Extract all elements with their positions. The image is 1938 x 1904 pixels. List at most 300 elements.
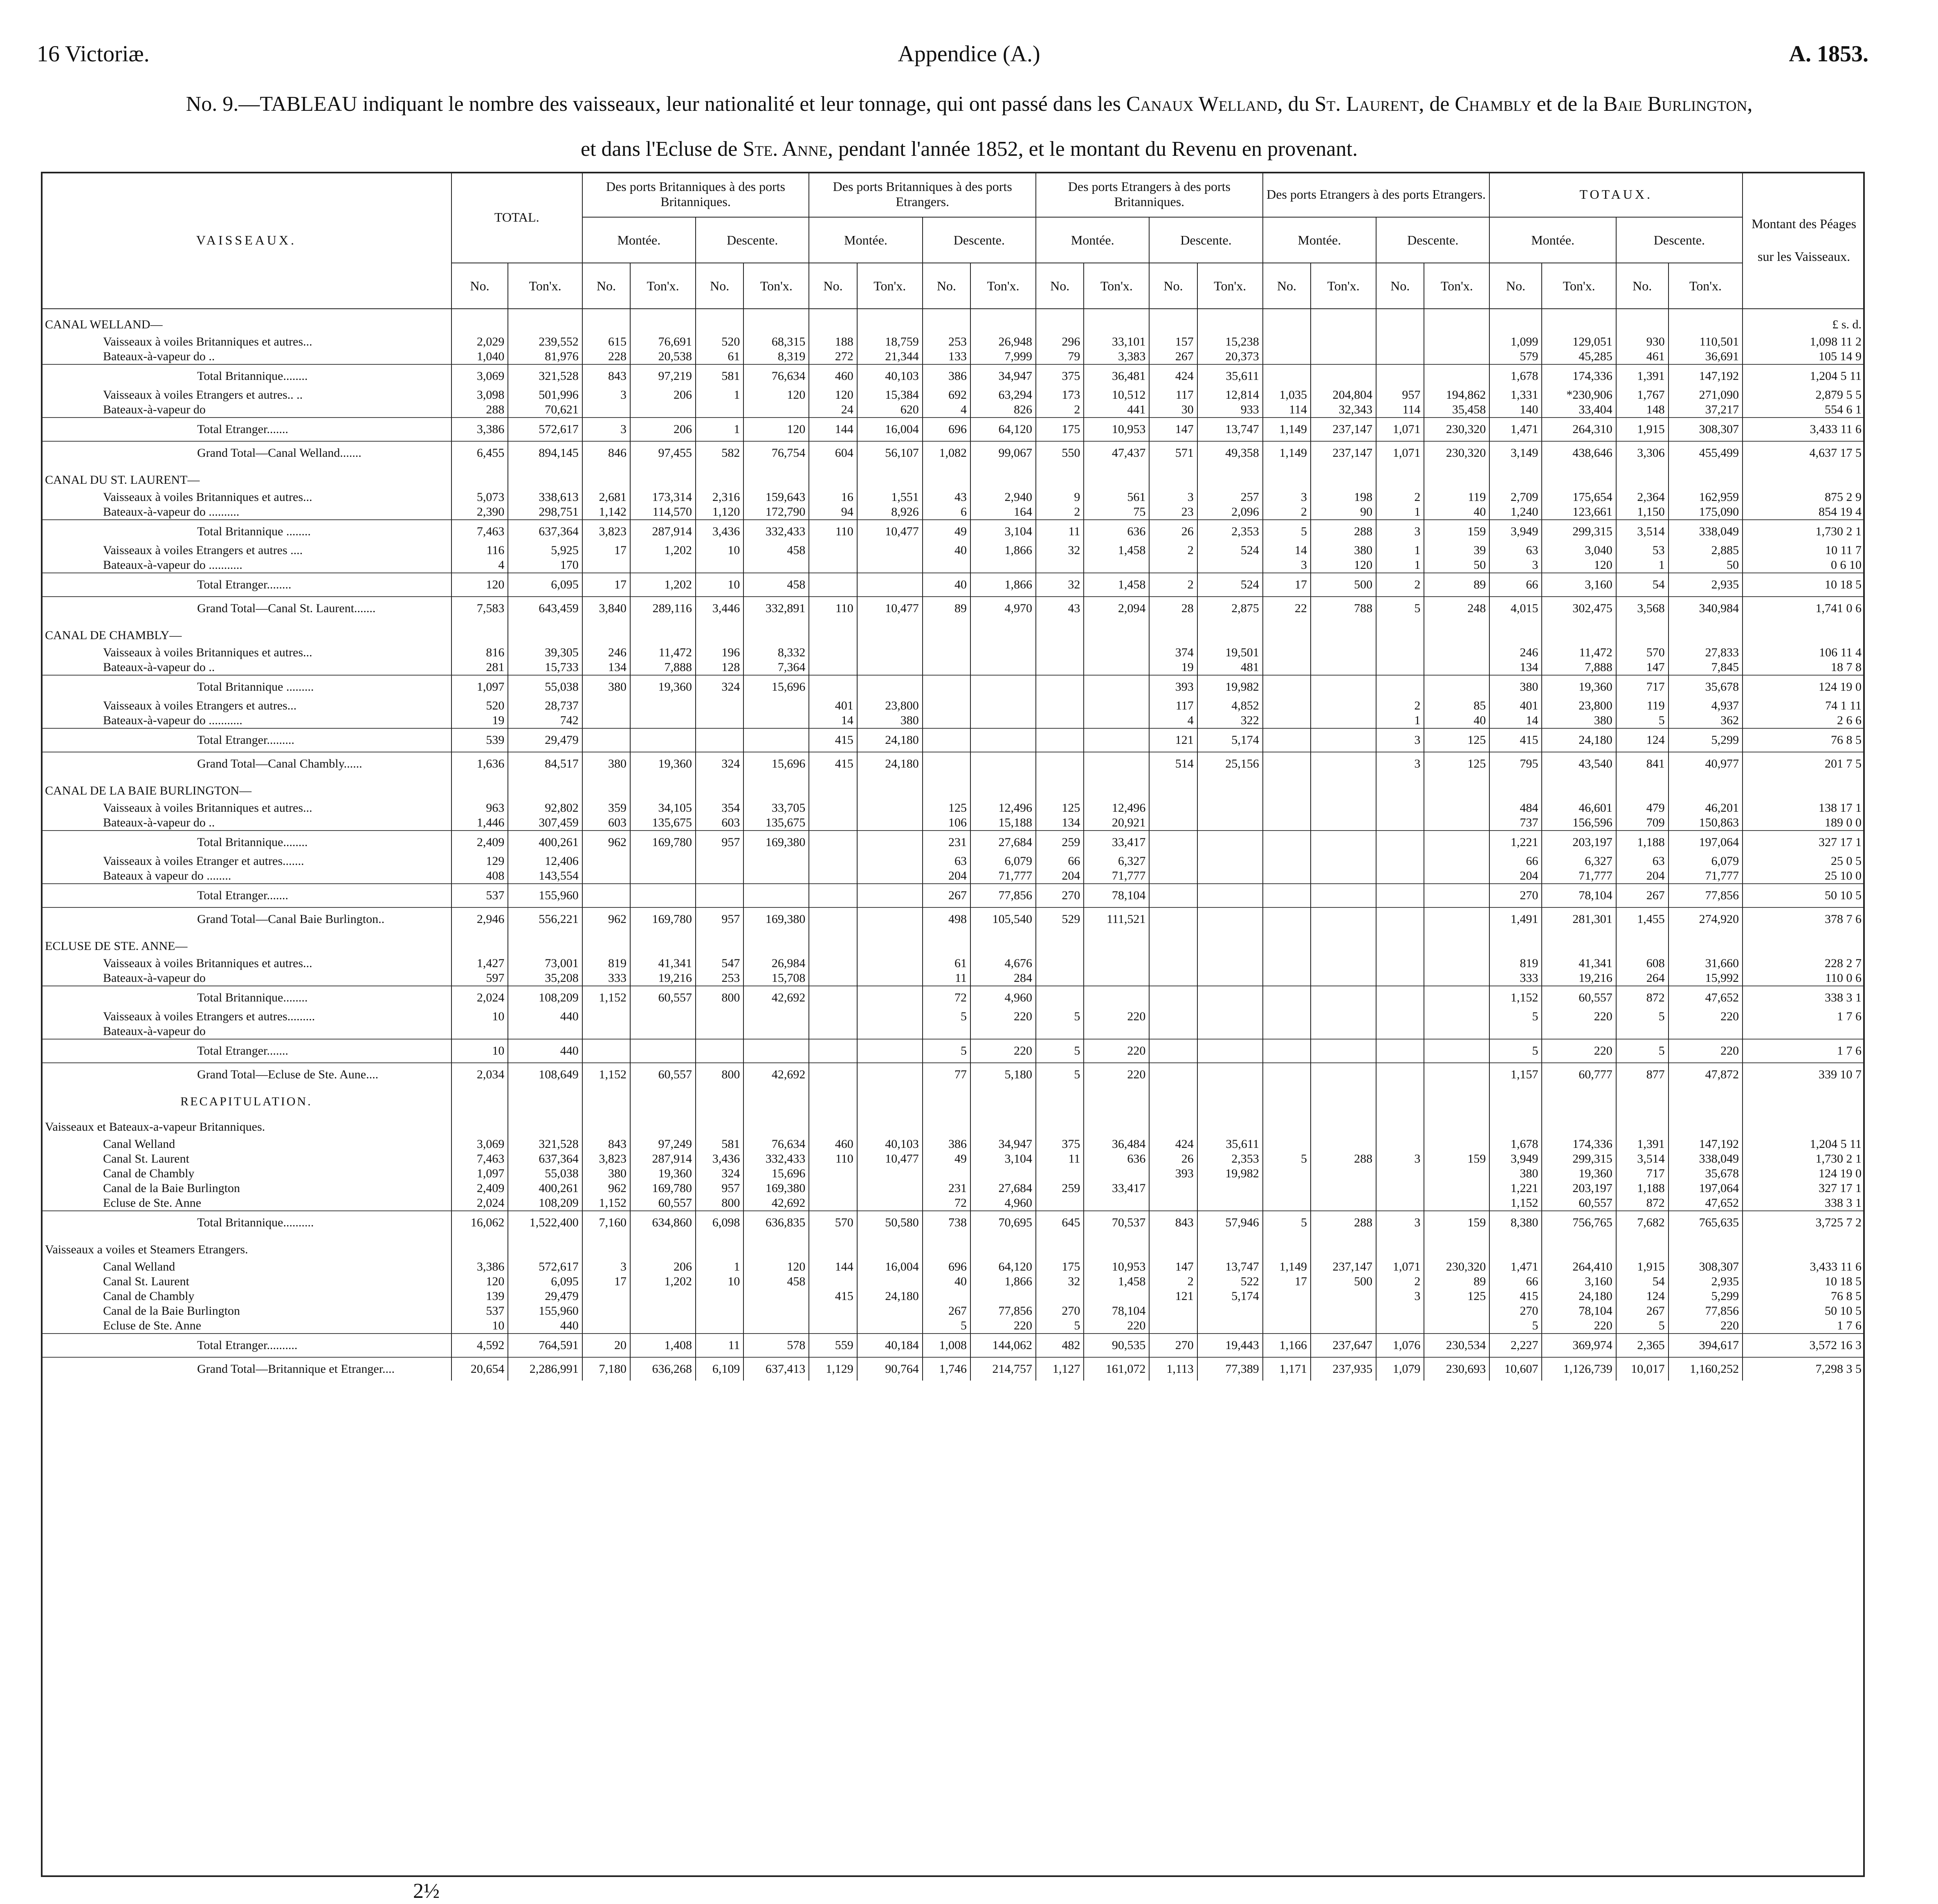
value-cell (1263, 1039, 1311, 1063)
value-cell: 220 (1542, 1039, 1616, 1063)
empty-cell (743, 931, 809, 956)
value-cell: 2,286,991 (508, 1357, 582, 1381)
empty-cell (1669, 1234, 1743, 1260)
value-cell: 1,152 (582, 1196, 630, 1211)
value-cell (1263, 698, 1311, 713)
value-cell (1311, 728, 1376, 752)
value-cell (1311, 675, 1376, 698)
table-row (41, 1086, 1865, 1111)
empty-cell (1424, 1086, 1489, 1111)
row-label: Bateaux-à-vapeur do ........... (41, 558, 451, 573)
value-cell: 50 (1669, 558, 1743, 573)
empty-cell (1489, 309, 1542, 335)
value-cell (1376, 971, 1424, 986)
value-cell: 288 (451, 402, 508, 418)
empty-cell (1743, 1234, 1865, 1260)
value-cell: 78,104 (1084, 1304, 1149, 1318)
value-cell (1424, 349, 1489, 364)
value-cell: 8,332 (743, 645, 809, 660)
value-cell: 717 (1616, 675, 1669, 698)
value-cell: 90,764 (857, 1357, 923, 1381)
value-cell: 3,149 (1489, 441, 1542, 465)
value-cell (1263, 1063, 1311, 1086)
row-label: Vaisseaux à voiles Etrangers et autres... (41, 698, 451, 713)
empty-cell (1311, 1086, 1376, 1111)
value-cell: 957 (696, 1181, 743, 1196)
value-cell (809, 815, 857, 831)
value-cell (743, 884, 809, 907)
value-cell: 237,147 (1311, 418, 1376, 441)
value-cell: 144 (809, 1260, 857, 1274)
value-cell (1197, 1024, 1263, 1039)
value-cell: 50,580 (857, 1211, 923, 1234)
empty-cell (630, 1086, 696, 1111)
empty-cell (1311, 1234, 1376, 1260)
value-cell (809, 1181, 857, 1196)
value-cell: 125 (1424, 1289, 1489, 1304)
empty-cell (1542, 1086, 1616, 1111)
value-cell: 1,458 (1084, 573, 1149, 597)
value-cell: 3,823 (582, 1152, 630, 1166)
value-cell: 40,103 (857, 1137, 923, 1152)
table-row (41, 1234, 1865, 1260)
value-cell (809, 986, 857, 1009)
value-cell (1197, 558, 1263, 573)
value-cell (1424, 956, 1489, 971)
value-cell (1084, 698, 1149, 713)
value-cell (696, 1024, 743, 1039)
value-cell: 380 (1542, 713, 1616, 728)
value-cell: 19,360 (630, 1166, 696, 1181)
value-cell: 1,129 (809, 1357, 857, 1381)
value-cell: 17 (582, 543, 630, 558)
empty-cell (1376, 620, 1424, 645)
value-cell: 43,540 (1542, 752, 1616, 775)
value-cell (857, 1039, 923, 1063)
value-cell: 7,364 (743, 660, 809, 675)
section-heading: ECLUSE DE STE. ANNE— (41, 931, 451, 956)
empty-cell (1376, 309, 1424, 335)
value-cell: 484 (1489, 801, 1542, 815)
value-cell (1084, 660, 1149, 675)
empty-cell (1084, 465, 1149, 490)
value-cell: 2 (1376, 490, 1424, 505)
value-cell (809, 907, 857, 931)
value-cell (857, 971, 923, 986)
value-cell (1311, 698, 1376, 713)
empty-cell (1669, 1111, 1743, 1137)
table-row (41, 675, 1865, 698)
value-cell: 1 (1376, 543, 1424, 558)
toll-cell (1743, 1024, 1865, 1039)
value-cell: 962 (582, 831, 630, 854)
value-cell: 1 (696, 1260, 743, 1274)
value-cell: 15,708 (743, 971, 809, 986)
value-cell (1376, 815, 1424, 831)
empty-cell (970, 931, 1036, 956)
row-label: Bateaux-à-vapeur do (41, 971, 451, 986)
value-cell: 3 (582, 388, 630, 402)
value-cell (970, 558, 1036, 573)
value-cell (1263, 1024, 1311, 1039)
value-cell: 147 (1149, 1260, 1197, 1274)
value-cell: 71,777 (970, 869, 1036, 884)
value-cell (1311, 1039, 1376, 1063)
value-cell (857, 801, 923, 815)
value-cell: 11,472 (630, 645, 696, 660)
table-row (41, 931, 1865, 956)
value-cell (1149, 558, 1197, 573)
value-cell (743, 558, 809, 573)
empty-cell (1489, 775, 1542, 801)
empty-cell (1424, 775, 1489, 801)
empty-cell (970, 1234, 1036, 1260)
value-cell: 354 (696, 801, 743, 815)
value-cell (1197, 1009, 1263, 1024)
col-unit-ton: Ton'x. (857, 263, 923, 309)
value-cell: 288 (1311, 1152, 1376, 1166)
value-cell (451, 1024, 508, 1039)
value-cell: 270 (1489, 1304, 1542, 1318)
empty-cell (1263, 775, 1311, 801)
value-cell: 620 (857, 402, 923, 418)
value-cell: 795 (1489, 752, 1542, 775)
value-cell (923, 1024, 970, 1039)
value-cell (1376, 884, 1424, 907)
empty-cell (630, 931, 696, 956)
empty-cell (451, 465, 508, 490)
value-cell: 29,479 (508, 728, 582, 752)
value-cell: 220 (1669, 1009, 1743, 1024)
value-cell: 800 (696, 1063, 743, 1086)
toll-cell: 76 8 5 (1743, 1289, 1865, 1304)
value-cell (1149, 956, 1197, 971)
empty-cell (1311, 1111, 1376, 1137)
value-cell (1424, 1166, 1489, 1181)
toll-cell: 854 19 4 (1743, 505, 1865, 520)
col-montant: Montant des Péages sur les Vaisseaux. (1743, 172, 1865, 309)
value-cell: 71,777 (1542, 869, 1616, 884)
empty-cell (1616, 931, 1669, 956)
table-row (41, 441, 1865, 465)
value-cell: 696 (923, 418, 970, 441)
value-cell (1376, 801, 1424, 815)
table-row (41, 1137, 1865, 1152)
empty-cell (809, 1111, 857, 1137)
value-cell: 415 (1489, 728, 1542, 752)
value-cell (1376, 1196, 1424, 1211)
empty-cell (1311, 775, 1376, 801)
value-cell (970, 728, 1036, 752)
value-cell: 19,216 (630, 971, 696, 986)
value-cell: 4,960 (970, 986, 1036, 1009)
value-cell: 267 (923, 1304, 970, 1318)
value-cell: 134 (1036, 815, 1084, 831)
col-unit-no: No. (1149, 263, 1197, 309)
toll-cell: 110 0 6 (1743, 971, 1865, 986)
empty-cell (630, 1234, 696, 1260)
table-row (41, 869, 1865, 884)
value-cell: 161,072 (1084, 1357, 1149, 1381)
value-cell: 2,024 (451, 1196, 508, 1211)
empty-cell (970, 309, 1036, 335)
value-cell: 742 (508, 713, 582, 728)
value-cell (1424, 675, 1489, 698)
value-cell: 1,915 (1616, 1260, 1669, 1274)
value-cell: 49 (923, 520, 970, 543)
value-cell: 1,391 (1616, 1137, 1669, 1152)
value-cell: 147,192 (1669, 1137, 1743, 1152)
toll-cell: 3,433 11 6 (1743, 1260, 1865, 1274)
value-cell (857, 1274, 923, 1289)
col-unit-ton: Ton'x. (1424, 263, 1489, 309)
value-cell (857, 831, 923, 854)
empty-cell (1197, 775, 1263, 801)
value-cell: 117 (1149, 698, 1197, 713)
empty-cell (1542, 309, 1616, 335)
value-cell: 2,364 (1616, 490, 1669, 505)
value-cell: 2,409 (451, 1181, 508, 1196)
value-cell: 636 (1084, 1152, 1149, 1166)
value-cell (1311, 907, 1376, 931)
empty-cell (923, 775, 970, 801)
value-cell: 5 (923, 1009, 970, 1024)
value-cell: 308,307 (1669, 418, 1743, 441)
value-cell: 230,320 (1424, 418, 1489, 441)
value-cell (743, 713, 809, 728)
table-row (41, 490, 1865, 505)
col-unit-ton: Ton'x. (508, 263, 582, 309)
table-row (41, 698, 1865, 713)
value-cell: 20,538 (630, 349, 696, 364)
value-cell: 267 (923, 884, 970, 907)
value-cell: 55,038 (508, 675, 582, 698)
value-cell: 164 (970, 505, 1036, 520)
value-cell (1036, 752, 1084, 775)
value-cell: 159 (1424, 520, 1489, 543)
value-cell (1376, 854, 1424, 869)
value-cell (809, 1063, 857, 1086)
value-cell (809, 1024, 857, 1039)
row-label: Bateaux-à-vapeur do .. (41, 660, 451, 675)
row-label: Vaisseaux à voiles Etrangers et autres.. .. (41, 388, 451, 402)
value-cell: 43 (1036, 597, 1084, 620)
value-cell: 321,528 (508, 1137, 582, 1152)
value-cell: 415 (1489, 1289, 1542, 1304)
value-cell: 288 (1311, 520, 1376, 543)
value-cell (1311, 854, 1376, 869)
empty-cell (857, 775, 923, 801)
empty-cell (1263, 465, 1311, 490)
value-cell: 1,331 (1489, 388, 1542, 402)
value-cell: 440 (508, 1009, 582, 1024)
value-cell: 738 (923, 1211, 970, 1234)
value-cell (1424, 971, 1489, 986)
table-row (41, 1211, 1865, 1234)
value-cell (923, 713, 970, 728)
table-row (41, 1289, 1865, 1304)
value-cell: 135,675 (630, 815, 696, 831)
value-cell: 204 (1036, 869, 1084, 884)
value-cell: 63 (1489, 543, 1542, 558)
value-cell: 380 (1311, 543, 1376, 558)
value-cell: 85 (1424, 698, 1489, 713)
value-cell: 169,380 (743, 907, 809, 931)
empty-cell (1036, 309, 1084, 335)
value-cell: 400,261 (508, 1181, 582, 1196)
value-cell: 129 (451, 854, 508, 869)
value-cell (582, 1009, 630, 1024)
value-cell: 32 (1036, 573, 1084, 597)
value-cell (1197, 1039, 1263, 1063)
empty-cell (582, 931, 630, 956)
value-cell: 415 (809, 728, 857, 752)
value-cell: 3 (1489, 558, 1542, 573)
col-group-eb: Des ports Etrangers à des ports Britanniques. (1036, 172, 1263, 217)
table-row (41, 752, 1865, 775)
empty-cell (743, 775, 809, 801)
value-cell: 33,404 (1542, 402, 1616, 418)
value-cell: 196 (696, 645, 743, 660)
value-cell (1084, 558, 1149, 573)
row-label: Canal Welland (41, 1260, 451, 1274)
value-cell: 124 (1616, 1289, 1669, 1304)
value-cell: 35,678 (1669, 1166, 1743, 1181)
table-row (41, 907, 1865, 931)
empty-cell (970, 465, 1036, 490)
value-cell: 1,120 (696, 505, 743, 520)
value-cell: 1,446 (451, 815, 508, 831)
empty-cell (923, 309, 970, 335)
value-cell: 5 (1036, 1318, 1084, 1334)
value-cell (1616, 1024, 1669, 1039)
value-cell: 60,557 (630, 986, 696, 1009)
value-cell (1084, 1289, 1149, 1304)
value-cell: 248 (1424, 597, 1489, 620)
value-cell: 1,097 (451, 675, 508, 698)
value-cell: 424 (1149, 1137, 1197, 1152)
table-row (41, 573, 1865, 597)
empty-cell (857, 309, 923, 335)
empty-cell (1376, 465, 1424, 490)
value-cell: 125 (1424, 752, 1489, 775)
value-cell: 8,926 (857, 505, 923, 520)
value-cell: 106 (923, 815, 970, 831)
value-cell: 324 (696, 752, 743, 775)
value-cell: 78,104 (1084, 884, 1149, 907)
row-label: Vaisseaux à voiles Etrangers et autres......... (41, 1009, 451, 1024)
value-cell: 1,188 (1616, 1181, 1669, 1196)
value-cell: 204 (923, 869, 970, 884)
value-cell (1311, 752, 1376, 775)
value-cell (1197, 1318, 1263, 1334)
value-cell (1149, 1024, 1197, 1039)
value-cell (809, 971, 857, 986)
value-cell: 1,097 (451, 1166, 508, 1181)
value-cell: 253 (923, 335, 970, 349)
value-cell: 19 (451, 713, 508, 728)
value-cell (743, 1304, 809, 1318)
value-cell: 307,459 (508, 815, 582, 831)
toll-cell: 3,433 11 6 (1743, 418, 1865, 441)
value-cell: 1,471 (1489, 418, 1542, 441)
value-cell: 125 (1036, 801, 1084, 815)
value-cell (1263, 1289, 1311, 1304)
value-cell: 228 (582, 349, 630, 364)
table-row (41, 1196, 1865, 1211)
value-cell (809, 801, 857, 815)
row-label: Bateaux-à-vapeur do (41, 402, 451, 418)
empty-cell (1669, 775, 1743, 801)
table-row (41, 801, 1865, 815)
value-cell: 89 (923, 597, 970, 620)
value-cell: 143,554 (508, 869, 582, 884)
value-cell: 872 (1616, 986, 1669, 1009)
value-cell: 604 (809, 441, 857, 465)
value-cell: 3,040 (1542, 543, 1616, 558)
toll-cell: 338 3 1 (1743, 1196, 1865, 1211)
value-cell: 147 (1616, 660, 1669, 675)
empty-cell (1084, 1234, 1149, 1260)
value-cell (1149, 1039, 1197, 1063)
value-cell: 2,024 (451, 986, 508, 1009)
empty-cell (1616, 1111, 1669, 1137)
value-cell: 169,780 (630, 831, 696, 854)
value-cell: 1,221 (1489, 831, 1542, 854)
empty-cell (1669, 1086, 1743, 1111)
col-descente: Descente. (1149, 217, 1262, 263)
value-cell: 5 (1263, 1211, 1311, 1234)
empty-cell (630, 1111, 696, 1137)
value-cell: 1,040 (451, 349, 508, 364)
value-cell: 27,833 (1669, 645, 1743, 660)
value-cell: 133 (923, 349, 970, 364)
value-cell (1424, 907, 1489, 931)
value-cell: 1,408 (630, 1334, 696, 1357)
value-cell: 441 (1084, 402, 1149, 418)
value-cell: 54 (1616, 573, 1669, 597)
value-cell: 18,759 (857, 335, 923, 349)
value-cell: 155,960 (508, 884, 582, 907)
empty-cell (1542, 1111, 1616, 1137)
value-cell: 24,180 (857, 728, 923, 752)
value-cell (1424, 1318, 1489, 1334)
table-row (41, 520, 1865, 543)
value-cell: 10,477 (857, 597, 923, 620)
value-cell: 3,949 (1489, 1152, 1542, 1166)
toll-cell: 875 2 9 (1743, 490, 1865, 505)
value-cell: 570 (809, 1211, 857, 1234)
value-cell (743, 1024, 809, 1039)
value-cell: 2,940 (970, 490, 1036, 505)
value-cell: 2,316 (696, 490, 743, 505)
value-cell: 4,852 (1197, 698, 1263, 713)
value-cell: 20,654 (451, 1357, 508, 1381)
value-cell: 270 (1036, 1304, 1084, 1318)
value-cell (1424, 884, 1489, 907)
value-cell: 206 (630, 418, 696, 441)
empty-cell (923, 620, 970, 645)
value-cell (1084, 728, 1149, 752)
value-cell (1036, 956, 1084, 971)
value-cell: 10,953 (1084, 1260, 1149, 1274)
value-cell (1424, 364, 1489, 388)
value-cell: 6,095 (508, 1274, 582, 1289)
value-cell: 1,171 (1263, 1357, 1311, 1381)
value-cell: 1,127 (1036, 1357, 1084, 1381)
value-cell: 125 (1424, 728, 1489, 752)
value-cell: 114 (1376, 402, 1424, 418)
